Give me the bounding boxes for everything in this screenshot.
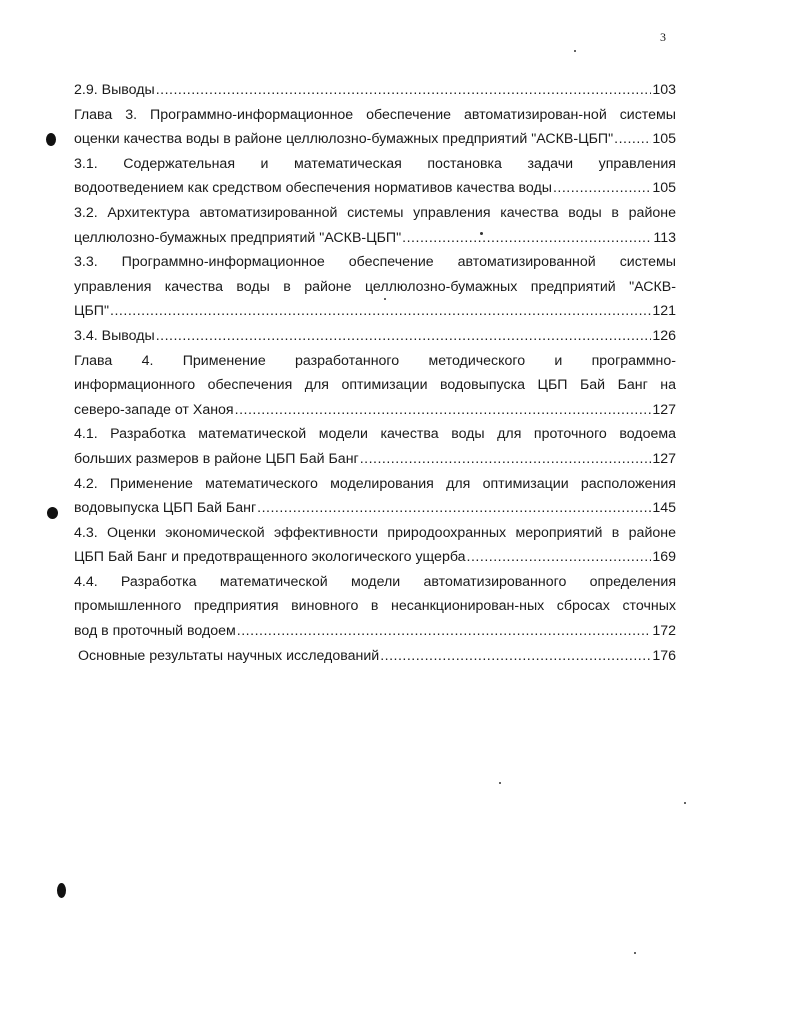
scan-speck — [634, 952, 636, 954]
toc-entry-title: ЦБП Бай Банг и предотвращенного экологического ущерба — [74, 549, 466, 566]
toc-entry — [74, 152, 676, 201]
page-number: 3 — [660, 30, 666, 44]
dot-leader — [467, 545, 652, 570]
dot-leader — [402, 226, 652, 251]
toc-entry-line: Глава 3. Программно-информационное обеспечение автоматизирован-ной системы — [74, 106, 676, 123]
toc-entry-line: 4.3. Оценки экономической эффективности природоохранных мероприятий в районе — [74, 524, 676, 541]
toc-entry-line: 4.1. Разработка математической модели качества воды для проточного водоема — [74, 426, 676, 443]
scan-blot-mark — [47, 507, 58, 519]
toc-entry — [74, 570, 676, 644]
toc-entry-title: больших размеров в районе ЦБП Бай Банг — [74, 450, 359, 467]
toc-entry-title: водоотведением как средством обеспечения нормативов качества воды — [74, 180, 552, 197]
toc-entry — [74, 201, 676, 250]
dot-leader — [360, 447, 652, 472]
toc-entry — [74, 521, 676, 570]
toc-page-number: 127 — [652, 401, 676, 418]
toc-entry-final-line — [74, 398, 676, 423]
table-of-contents — [74, 78, 676, 668]
dot-leader — [380, 644, 651, 669]
toc-entry-line: 3.1. Содержательная и математическая постановка задачи управления — [74, 155, 676, 172]
toc-entry — [74, 422, 676, 471]
toc-page-number: 105 — [652, 131, 676, 148]
toc-entry-final-line — [78, 644, 676, 669]
toc-page-number: 169 — [652, 549, 676, 566]
scan-speck — [684, 802, 686, 804]
toc-entry-title: Основные результаты научных исследований — [78, 647, 380, 664]
dot-leader — [235, 398, 652, 423]
toc-entry-title: водовыпуска ЦБП Бай Банг — [74, 500, 257, 517]
toc-entry-line: 4.4. Разработка математической модели автоматизированного определения — [74, 573, 676, 590]
toc-entry-title: оценки качества воды в районе целлюлозно-бумажных предприятий "АСКВ-ЦБП" — [74, 131, 614, 148]
dot-leader — [156, 324, 652, 349]
dot-leader — [614, 127, 651, 152]
toc-page-number: 176 — [652, 647, 676, 664]
dot-leader — [237, 619, 652, 644]
scan-speck — [480, 232, 483, 235]
toc-entry-final-line — [74, 324, 676, 349]
toc-entry-title: целлюлозно-бумажных предприятий "АСКВ-ЦБП" — [74, 229, 402, 246]
toc-entry — [74, 103, 676, 152]
toc-entry-title: 3.4. Выводы — [74, 327, 155, 344]
toc-entry-line: промышленного предприятия виновного в несанкционирован-ных сбросах сточных — [74, 598, 676, 615]
toc-entry-final-line — [74, 176, 676, 201]
dot-leader — [553, 176, 651, 201]
toc-page-number: 121 — [652, 303, 676, 320]
toc-entry-line: 3.2. Архитектура автоматизированной системы управления качества воды в районе — [74, 204, 676, 221]
scan-speck — [384, 298, 386, 300]
toc-entry-title: 2.9. Выводы — [74, 82, 155, 98]
dot-leader — [110, 299, 651, 324]
toc-entry — [74, 324, 676, 349]
toc-entry-line: 3.3. Программно-информационное обеспечение автоматизированной системы — [74, 254, 676, 271]
scan-blot-mark — [57, 883, 66, 898]
toc-entry-title: вод в проточный водоем — [74, 623, 236, 640]
toc-entry-final-line — [74, 447, 676, 472]
toc-page-number: 103 — [652, 82, 676, 98]
toc-page-number: 105 — [652, 180, 676, 197]
toc-entry — [74, 78, 676, 103]
dot-leader — [257, 496, 651, 521]
toc-page-number: 127 — [652, 450, 676, 467]
toc-entry-final-line — [74, 127, 676, 152]
scan-speck — [574, 50, 576, 52]
toc-entry-final-line — [74, 78, 676, 103]
toc-entry-title: ЦБП" — [74, 303, 110, 320]
toc-page-number: 172 — [652, 623, 676, 640]
toc-entry — [74, 644, 676, 669]
toc-page-number: 113 — [653, 229, 676, 246]
toc-entry-final-line — [74, 299, 676, 324]
toc-page-number: 145 — [652, 500, 676, 517]
toc-entry — [74, 250, 676, 324]
toc-entry-line: информационного обеспечения для оптимизации водовыпуска ЦБП Бай Банг на — [74, 377, 676, 394]
toc-entry-line: 4.2. Применение математического моделирования для оптимизации расположения — [74, 475, 676, 492]
toc-entry-line: Глава 4. Применение разработанного методического и программно- — [74, 352, 676, 369]
toc-entry — [74, 472, 676, 521]
dot-leader — [156, 78, 652, 103]
toc-entry-final-line — [74, 545, 676, 570]
toc-page-number: 126 — [652, 327, 676, 344]
toc-entry-line: управления качества воды в районе целлюлозно-бумажных предприятий "АСКВ- — [74, 278, 676, 295]
toc-entry-final-line — [74, 226, 676, 251]
scan-speck — [499, 782, 501, 784]
toc-entry-final-line — [74, 619, 676, 644]
toc-entry — [74, 349, 676, 423]
scan-blot-mark — [46, 133, 56, 146]
toc-entry-final-line — [74, 496, 676, 521]
toc-entry-title: северо-западе от Ханоя — [74, 401, 234, 418]
